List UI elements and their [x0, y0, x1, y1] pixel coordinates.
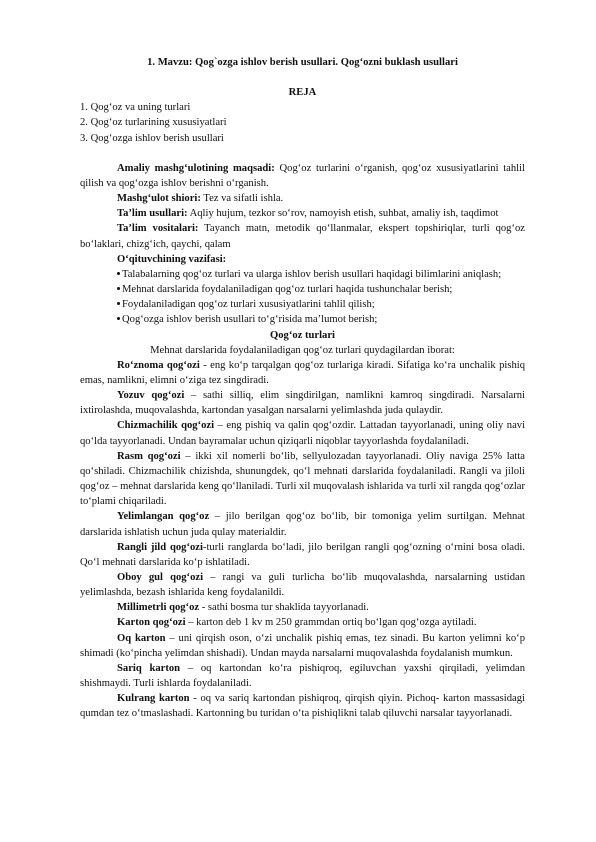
plan-heading: REJA: [288, 87, 317, 99]
info-text: Tez va sifatli ishla.: [200, 193, 284, 205]
bullet-icon: [117, 317, 120, 320]
term-description: - eng ko‘p tarqalgan qog‘oz turlariga kiradi. Sifatiga ko‘ra unchalik pishiq emas, namlikni, elimni o‘ziga tez singdiradi.: [80, 359, 526, 386]
info-paragraph: [80, 221, 525, 251]
term-paragraph: [80, 631, 525, 661]
term-description: – uni qirqish oson, o‘zi unchalik pishiq emas, tez sinadi. Bu karton yelimni ko‘p shimadi (ko‘pincha yelimdan shishadi). Undan mayda narsalarni muqovalashda foydalanish mumkun.: [80, 632, 525, 659]
term-description: -turli ranglarda bo‘ladi, jilo berilgan rangli qog‘ozning o‘rnini bosa oladi. Qo‘l mehnati darslarida ko‘p ishlatiladi.: [80, 541, 525, 568]
term: Rasm qog‘ozi: [117, 450, 181, 462]
teacher-tasks-heading: O‘qituvchining vazifasi:: [117, 253, 227, 265]
list-item: [117, 282, 525, 297]
list-item: [117, 267, 525, 282]
term: Sariq karton: [117, 662, 181, 674]
list-item-text: Mehnat darslarida foydalaniladigan qog‘oz turlari haqida tushunchalar berish;: [122, 284, 453, 296]
term: Rangli jild qog‘ozi: [117, 541, 203, 553]
info-label: Ta’lim vositalari:: [117, 223, 199, 235]
plan-item: 1. Qog‘oz va uning turlari: [80, 102, 191, 114]
term-description: – rangi va guli turlicha bo‘lib muqovalashda, narsalarning ustidan yelimlashda, bezash ishlarida keng foydalanildi.: [80, 572, 525, 599]
term-paragraph: [80, 615, 525, 630]
list-item-text: Foydalaniladigan qog‘oz turlari xususiyatlarini tahlil qilish;: [122, 299, 375, 311]
term: Yozuv qog‘ozi: [117, 390, 185, 402]
spacer: [80, 146, 525, 161]
section-heading: Qog‘oz turlari: [269, 329, 336, 341]
document-page: [80, 55, 525, 722]
term: Chizmachilik qog‘ozi: [117, 420, 215, 432]
plan-item: 3. Qog‘ozga ishlov berish usullari: [80, 132, 224, 144]
term: Millimetrli qog‘oz: [117, 602, 200, 614]
term-paragraph: [80, 449, 525, 510]
term: Yelimlangan qog‘oz: [117, 511, 210, 523]
term-paragraph: [80, 661, 525, 691]
info-text: Qog‘oz turlarini o‘rganish, qog‘oz xususiyatlarini tahlil qilish va qog‘ozga ishlov berishni o‘rganish.: [80, 162, 526, 189]
info-paragraph: [80, 191, 525, 206]
term-paragraph: [80, 418, 525, 448]
list-item-text: Talabalarning qog‘oz turlari va ularga ishlov berish usullari haqidagi bilimlarini aniqlash;: [122, 268, 502, 280]
term-paragraph: [80, 540, 525, 570]
term: Kulrang karton: [117, 693, 190, 705]
bullet-icon: [117, 302, 120, 305]
term-paragraph: [80, 691, 525, 721]
bullet-icon: [117, 272, 120, 275]
plan-item: 2. Qog‘oz turlarining xususiyatlari: [80, 117, 227, 129]
info-paragraph: [80, 161, 525, 191]
term-paragraph: [80, 388, 525, 418]
term-paragraph: [80, 570, 525, 600]
term: Oq karton: [117, 632, 166, 644]
term: Oboy gul qog‘ozi: [117, 572, 204, 583]
term-description: – eng pishiq va qalin qog‘ozdir. Lattadan tayyorlanadi, uning oliy navi qo‘lda tayyorlanadi. Undan bayramalar uchun qiziqarli niqoblar tayyorlashda foydalaniladi.: [80, 420, 526, 447]
term-description: - sathi bosma tur shaklida tayyorlanadi.: [199, 602, 369, 614]
term-description: – oq kartondan ko‘ra pishiqroq, egiluvchan yaxshi qirqiladi, yelimdan shishmaydi. Turli ishlarda foydalaniladi.: [80, 662, 525, 690]
term-paragraph: [80, 509, 525, 539]
section-intro: Mehnat darslarida foydalaniladigan qog‘oz turlari quydagilardan iborat:: [150, 344, 455, 356]
info-text: Aqliy hujum, tezkor so‘rov, namoyish etish, suhbat, amaliy ish, taqdimot: [187, 208, 499, 220]
info-label: Amaliy mashg‘ulotining maqsadi:: [117, 162, 275, 174]
term: Ro‘znoma qog‘ozi: [117, 359, 200, 371]
list-item: [117, 312, 525, 327]
term-paragraph: [80, 600, 525, 615]
term-description: – jilo berilgan qog‘oz bo‘lib, bir tomoniga yelim surtilgan. Mehnat darslarida ishlatish uchun juda qulay materialdir.: [80, 511, 525, 538]
list-item-text: Qog‘ozga ishlov berish usullari to‘g‘risida ma’lumot berish;: [122, 314, 378, 326]
term-paragraph: [80, 358, 525, 388]
info-text: Tayanch matn, metodik qo‘llanmalar, ekspert topshiriqlar, turli qog‘oz bo‘laklari, chizg‘ich, qaychi, qalam: [80, 223, 525, 250]
bullet-icon: [117, 287, 120, 290]
document-title: 1. Mavzu: Qog`ozga ishlov berish usullari. Qog‘ozni buklash usullari: [147, 57, 458, 68]
term: Karton qog‘ozi: [117, 617, 186, 629]
list-item: [117, 297, 525, 312]
term-description: – sathi silliq, elim singdirilgan, namlikni kamroq singdiradi. Narsalarni ixtirolashda, muqovalashda, kartondan yasalgan narsalarni yelimlashda juda qulaydir.: [80, 390, 525, 417]
info-paragraph: [80, 206, 525, 221]
teacher-tasks-list: [80, 267, 525, 328]
term-description: – ikki xil nomerli bo‘lib, sellyulozadan tayyorlanadi. Oliy naviga 25% latta qo‘shiladi. Chizmachilik chizishda, shunungdek, qo‘l mehnati darslarida foydalaniladi. Rangli va jiloli qog‘oz – mehnat darslarida keng qo‘llaniladi. Turli xil muqovalash ishlarida va turli xil rangda qog‘ozlar to‘plami chiqariladi.: [80, 450, 525, 508]
term-description: – karton deb 1 kv m 250 grammdan ortiq bo‘lgan qog‘ozga aytiladi.: [185, 617, 477, 629]
term-description: - oq va sariq kartondan pishiqroq, qirqish qiyin. Pichoq- karton massasidagi qumdan tez o‘tmaslashadi. Kartonning bu turidan o‘ta pishiqlikni talab qiluvchi narsalar tayyorlanadi.: [80, 693, 525, 720]
info-label: Mashg‘ulot shiori:: [117, 193, 201, 205]
info-label: Ta’lim usullari:: [117, 208, 188, 220]
